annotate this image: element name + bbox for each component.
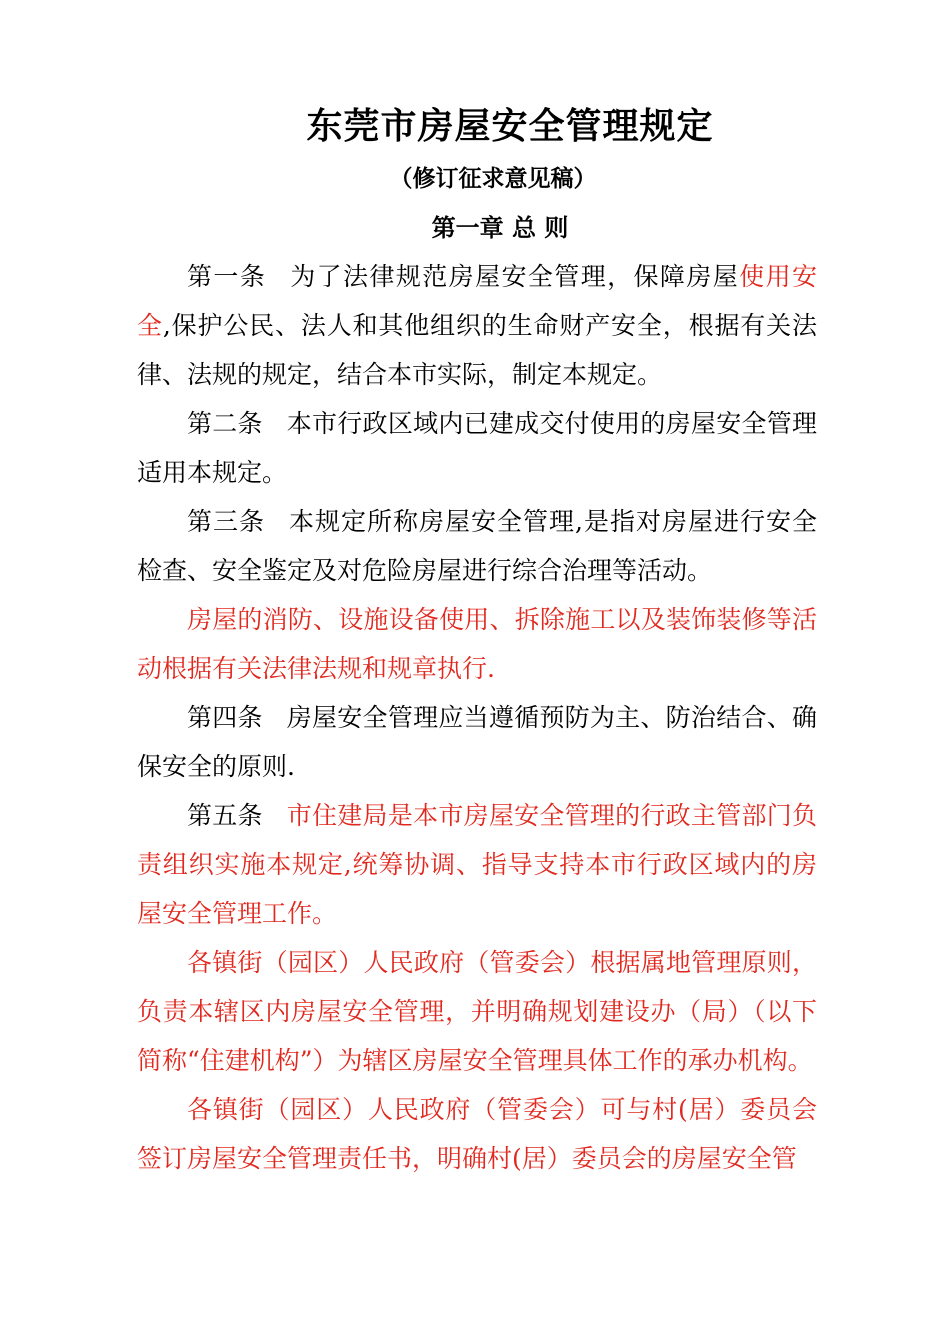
highlighted-text: 市住建局是本市房屋安全管理的行政主管部门负责组织实施本规定,统筹协调、指导支持本市行政区域内的房屋安全管理工作。 xyxy=(137,801,817,928)
highlighted-text: 使用安全 xyxy=(137,262,817,340)
article-text: 本规定所称房屋安全管理,是指对房屋进行安全检查、安全鉴定及对危险房屋进行综合治理等活动。 xyxy=(137,507,817,585)
article-5-paragraph-3 xyxy=(137,1085,817,1183)
document-subtitle: （修订征求意见稿） xyxy=(389,165,597,192)
article-3-paragraph-2 xyxy=(137,595,817,693)
article-number: 第五条 xyxy=(187,801,263,830)
article-number: 第二条 xyxy=(187,409,263,438)
document-body xyxy=(137,252,817,1183)
article-1 xyxy=(137,252,817,399)
document-title: 东莞市房屋安全管理规定 xyxy=(306,105,714,147)
highlighted-text: 房屋的消防、设施设备使用、拆除施工以及装饰装修等活动根据有关法律法规和规章执行. xyxy=(137,605,817,683)
highlighted-text: 各镇街（园区）人民政府（管委会）可与村(居）委员会签订房屋安全管理责任书，明确村(居）委员会的房屋安全管 xyxy=(137,1095,817,1173)
article-number: 第四条 xyxy=(187,703,263,732)
article-text: 为了法律规范房屋安全管理，保障房屋 xyxy=(290,262,740,291)
article-text: 本市行政区域内已建成交付使用的房屋安全管理适用本规定。 xyxy=(137,409,817,487)
article-2 xyxy=(137,399,817,497)
article-5 xyxy=(137,791,817,938)
article-number: 第三条 xyxy=(187,507,266,536)
article-5-paragraph-2 xyxy=(137,938,817,1085)
article-4 xyxy=(137,693,817,791)
article-text: 房屋安全管理应当遵循预防为主、防治结合、确保安全的原则. xyxy=(137,703,817,781)
article-3 xyxy=(137,497,817,595)
chapter-heading: 第一章 总 则 xyxy=(431,213,569,242)
article-text: ,保护公民、法人和其他组织的生命财产安全，根据有关法律、法规的规定，结合本市实际，制定本规定。 xyxy=(137,311,817,389)
article-number: 第一条 xyxy=(187,262,267,291)
highlighted-text: 各镇街（园区）人民政府（管委会）根据属地管理原则，负责本辖区内房屋安全管理，并明确规划建设办（局）（以下简称“住建机构”）为辖区房屋安全管理具体工作的承办机构。 xyxy=(137,948,817,1075)
